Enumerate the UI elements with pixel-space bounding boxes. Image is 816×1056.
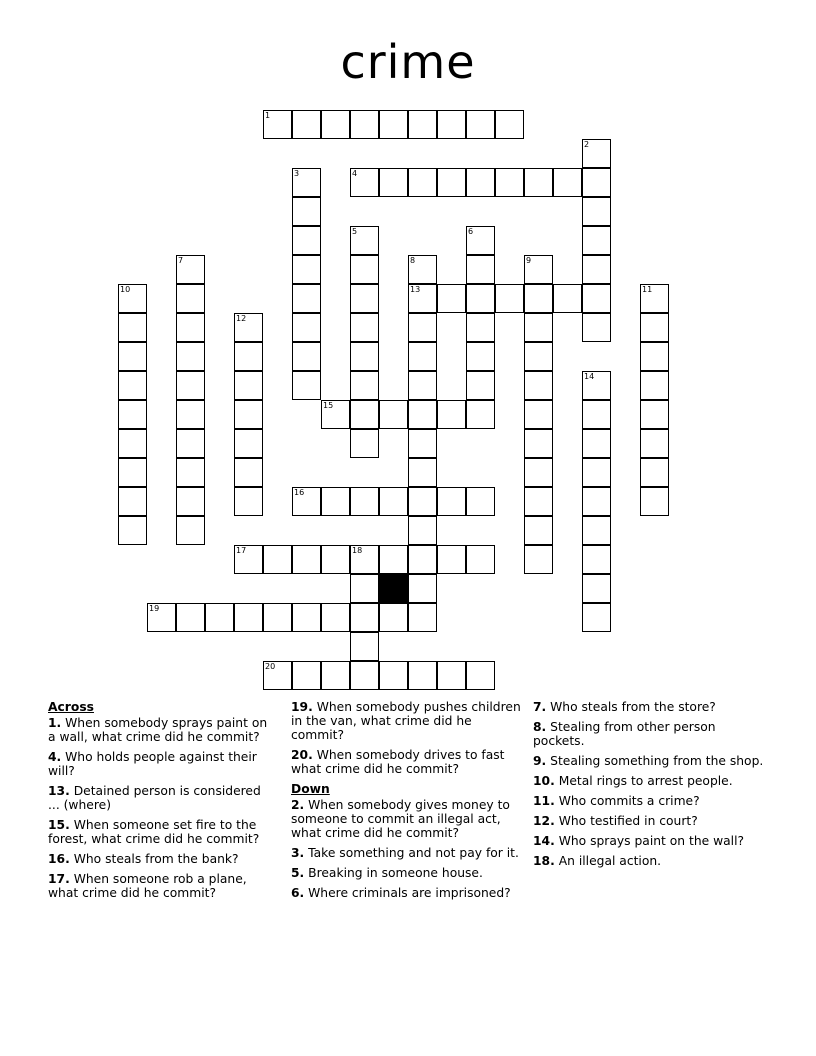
grid-cell[interactable] (350, 429, 379, 458)
grid-cell[interactable] (176, 313, 205, 342)
clue (533, 774, 765, 788)
clue (291, 798, 523, 840)
cell-number: 11 (642, 285, 653, 294)
grid-cell[interactable] (524, 487, 553, 516)
cell-number: 20 (265, 662, 276, 671)
clue-number: 13. (48, 784, 70, 798)
grid-cell[interactable] (379, 168, 408, 197)
cell-number: 18 (352, 546, 363, 555)
grid-cell[interactable] (350, 603, 379, 632)
grid-cell[interactable] (350, 284, 379, 313)
grid-cell[interactable] (466, 545, 495, 574)
cell-number: 1 (265, 111, 271, 120)
grid-cell[interactable] (263, 603, 292, 632)
grid-cell[interactable] (234, 313, 263, 342)
clue (291, 886, 523, 900)
clue (48, 872, 276, 900)
grid-cell[interactable] (408, 400, 437, 429)
grid-cell[interactable] (437, 110, 466, 139)
grid-cell[interactable] (437, 545, 466, 574)
grid-cell[interactable] (408, 110, 437, 139)
grid-cell[interactable] (321, 487, 350, 516)
grid-cell[interactable] (147, 603, 176, 632)
clue-text: Who commits a crime? (554, 794, 700, 808)
grid-cell[interactable] (292, 197, 321, 226)
grid-cell[interactable] (379, 400, 408, 429)
clue-text: Who steals from the store? (546, 700, 716, 714)
grid-cell[interactable] (582, 197, 611, 226)
clue (533, 834, 765, 848)
grid-cell[interactable] (408, 603, 437, 632)
clue-number: 18. (533, 854, 555, 868)
across-header: Across (48, 700, 94, 714)
grid-cell[interactable] (118, 313, 147, 342)
grid-cell[interactable] (408, 284, 437, 313)
grid-cell[interactable] (466, 255, 495, 284)
grid-cell[interactable] (350, 342, 379, 371)
grid-cell[interactable] (118, 371, 147, 400)
clue (48, 750, 276, 778)
grid-cell[interactable] (350, 545, 379, 574)
clue-number: 11. (533, 794, 555, 808)
grid-cell[interactable] (466, 400, 495, 429)
grid-cell[interactable] (292, 371, 321, 400)
grid-cell[interactable] (176, 487, 205, 516)
clue-text: Who testified in court? (554, 814, 698, 828)
grid-cell[interactable] (234, 487, 263, 516)
clue-text: When somebody gives money to someone to commit an illegal act, what crime did he commit? (291, 798, 510, 840)
clue (48, 852, 276, 866)
grid-cell[interactable] (408, 313, 437, 342)
clue (533, 700, 765, 714)
grid-cell[interactable] (524, 400, 553, 429)
grid-cell[interactable] (582, 429, 611, 458)
grid-cell[interactable] (379, 487, 408, 516)
grid-cell[interactable] (640, 487, 669, 516)
clue-number: 14. (533, 834, 555, 848)
grid-cell[interactable] (350, 313, 379, 342)
grid-cell[interactable] (292, 342, 321, 371)
grid-cell[interactable] (466, 110, 495, 139)
grid-cell[interactable] (292, 168, 321, 197)
grid-cell[interactable] (640, 400, 669, 429)
clue-number: 8. (533, 720, 547, 734)
grid-cell[interactable] (640, 458, 669, 487)
grid-cell[interactable] (118, 400, 147, 429)
cell-number: 5 (352, 227, 358, 236)
grid-cell[interactable] (495, 110, 524, 139)
grid-cell[interactable] (408, 545, 437, 574)
grid-cell[interactable] (466, 226, 495, 255)
clue-number: 19. (291, 700, 313, 714)
grid-cell[interactable] (582, 458, 611, 487)
grid-cell[interactable] (118, 284, 147, 313)
grid-cell[interactable] (263, 110, 292, 139)
clue-text: An illegal action. (554, 854, 662, 868)
clue-text: Metal rings to arrest people. (554, 774, 733, 788)
grid-cell[interactable] (176, 458, 205, 487)
grid-cell[interactable] (524, 255, 553, 284)
grid-cell[interactable] (640, 313, 669, 342)
grid-cell[interactable] (466, 342, 495, 371)
grid-cell[interactable] (263, 661, 292, 690)
grid-cell[interactable] (292, 545, 321, 574)
grid-cell[interactable] (524, 313, 553, 342)
grid-cell[interactable] (379, 110, 408, 139)
grid-cell[interactable] (176, 371, 205, 400)
clue (533, 814, 765, 828)
cell-number: 14 (584, 372, 595, 381)
grid-cell[interactable] (466, 371, 495, 400)
clue-number: 12. (533, 814, 555, 828)
clue (533, 854, 765, 868)
grid-cell[interactable] (582, 168, 611, 197)
grid-cell[interactable] (524, 516, 553, 545)
grid-cell[interactable] (408, 487, 437, 516)
clue (291, 748, 523, 776)
clue-number: 9. (533, 754, 547, 768)
grid-cell[interactable] (408, 458, 437, 487)
clue-text: Where criminals are imprisoned? (304, 886, 511, 900)
clue (291, 866, 523, 880)
cell-number: 15 (323, 401, 334, 410)
grid-cell[interactable] (118, 516, 147, 545)
grid-cell[interactable] (321, 661, 350, 690)
grid-cell[interactable] (466, 168, 495, 197)
grid-cell[interactable] (495, 284, 524, 313)
grid-cell[interactable] (350, 574, 379, 603)
grid-cell[interactable] (582, 516, 611, 545)
grid-cell[interactable] (524, 168, 553, 197)
grid-cell[interactable] (640, 371, 669, 400)
grid-cell[interactable] (553, 168, 582, 197)
grid-cell[interactable] (466, 487, 495, 516)
clue-number: 17. (48, 872, 70, 886)
clue-number: 6. (291, 886, 305, 900)
grid-cell[interactable] (408, 661, 437, 690)
grid-cell[interactable] (379, 545, 408, 574)
grid-cell[interactable] (582, 545, 611, 574)
grid-cell[interactable] (234, 400, 263, 429)
cell-number: 16 (294, 488, 305, 497)
grid-cell[interactable] (176, 429, 205, 458)
clue-number: 10. (533, 774, 555, 788)
cell-number: 13 (410, 285, 421, 294)
cell-number: 4 (352, 169, 358, 178)
grid-cell[interactable] (640, 429, 669, 458)
grid-cell[interactable] (582, 313, 611, 342)
grid-cell[interactable] (321, 545, 350, 574)
grid-cell[interactable] (350, 226, 379, 255)
clue-number: 16. (48, 852, 70, 866)
grid-cell[interactable] (292, 226, 321, 255)
clue (533, 754, 765, 768)
grid-cell[interactable] (292, 313, 321, 342)
clue-text: When somebody sprays paint on a wall, what crime did he commit? (48, 716, 268, 744)
cell-number: 9 (526, 256, 532, 265)
clue-text: Stealing from other person pockets. (533, 720, 716, 748)
grid-cell[interactable] (524, 458, 553, 487)
grid-cell[interactable] (292, 487, 321, 516)
clue-number: 20. (291, 748, 313, 762)
grid-cell[interactable] (321, 400, 350, 429)
grid-block (379, 574, 408, 603)
grid-cell[interactable] (118, 429, 147, 458)
grid-cell[interactable] (321, 603, 350, 632)
clue-text: Who holds people against their will? (48, 750, 257, 778)
grid-cell[interactable] (408, 342, 437, 371)
cell-number: 6 (468, 227, 474, 236)
clue-number: 5. (291, 866, 305, 880)
clue-text: Who sprays paint on the wall? (554, 834, 745, 848)
grid-cell[interactable] (176, 255, 205, 284)
grid-cell[interactable] (553, 284, 582, 313)
grid-cell[interactable] (495, 168, 524, 197)
grid-cell[interactable] (466, 313, 495, 342)
clue-text: Take something and not pay for it. (304, 846, 519, 860)
grid-cell[interactable] (408, 516, 437, 545)
clue-text: When someone rob a plane, what crime did he commit? (48, 872, 247, 900)
clue-column-3 (533, 700, 765, 874)
grid-cell[interactable] (524, 342, 553, 371)
clue-text: Stealing something from the shop. (546, 754, 764, 768)
grid-cell[interactable] (350, 632, 379, 661)
clue-column-2 (291, 700, 523, 906)
grid-cell[interactable] (437, 168, 466, 197)
cell-number: 3 (294, 169, 300, 178)
clue-number: 2. (291, 798, 305, 812)
grid-cell[interactable] (292, 255, 321, 284)
grid-cell[interactable] (408, 371, 437, 400)
cell-number: 2 (584, 140, 590, 149)
grid-cell[interactable] (582, 603, 611, 632)
cell-number: 7 (178, 256, 184, 265)
clue (48, 716, 276, 744)
grid-cell[interactable] (524, 371, 553, 400)
grid-cell[interactable] (292, 284, 321, 313)
grid-cell[interactable] (118, 458, 147, 487)
clue (48, 818, 276, 846)
grid-cell[interactable] (176, 400, 205, 429)
grid-cell[interactable] (176, 603, 205, 632)
grid-cell[interactable] (234, 371, 263, 400)
clue-text: Detained person is considered ... (where) (48, 784, 261, 812)
grid-cell[interactable] (350, 168, 379, 197)
grid-cell[interactable] (408, 255, 437, 284)
grid-cell[interactable] (466, 661, 495, 690)
grid-cell[interactable] (582, 226, 611, 255)
grid-cell[interactable] (205, 603, 234, 632)
grid-cell[interactable] (524, 545, 553, 574)
grid-cell[interactable] (234, 342, 263, 371)
grid-cell[interactable] (408, 574, 437, 603)
page-title: crime (340, 35, 476, 89)
clue (291, 700, 523, 742)
clue-column-1 (48, 700, 276, 906)
grid-cell[interactable] (350, 661, 379, 690)
grid-cell[interactable] (350, 400, 379, 429)
cell-number: 17 (236, 546, 247, 555)
cell-number: 10 (120, 285, 131, 294)
grid-cell[interactable] (379, 661, 408, 690)
grid-cell[interactable] (437, 284, 466, 313)
grid-cell[interactable] (408, 429, 437, 458)
grid-cell[interactable] (582, 255, 611, 284)
clue-text: When somebody drives to fast what crime did he commit? (291, 748, 505, 776)
grid-cell[interactable] (408, 168, 437, 197)
grid-cell[interactable] (582, 487, 611, 516)
grid-cell[interactable] (292, 603, 321, 632)
grid-cell[interactable] (234, 458, 263, 487)
grid-cell[interactable] (350, 487, 379, 516)
grid-cell[interactable] (582, 371, 611, 400)
clue-text: Breaking in someone house. (304, 866, 483, 880)
cell-number: 8 (410, 256, 416, 265)
clue-number: 4. (48, 750, 62, 764)
cell-number: 19 (149, 604, 160, 613)
grid-cell[interactable] (292, 110, 321, 139)
grid-cell[interactable] (640, 284, 669, 313)
grid-cell[interactable] (234, 545, 263, 574)
clue (291, 846, 523, 860)
grid-cell[interactable] (350, 255, 379, 284)
grid-cell[interactable] (582, 400, 611, 429)
clue-number: 7. (533, 700, 547, 714)
clue-text: Who steals from the bank? (69, 852, 239, 866)
cell-number: 12 (236, 314, 247, 323)
grid-cell[interactable] (582, 139, 611, 168)
clue-number: 3. (291, 846, 305, 860)
grid-cell[interactable] (176, 284, 205, 313)
grid-cell[interactable] (437, 400, 466, 429)
clue (533, 720, 765, 748)
grid-cell[interactable] (118, 342, 147, 371)
clue-number: 1. (48, 716, 62, 730)
clue-text: When someone set fire to the forest, what crime did he commit? (48, 818, 260, 846)
grid-cell[interactable] (176, 516, 205, 545)
grid-cell[interactable] (350, 110, 379, 139)
grid-cell[interactable] (321, 110, 350, 139)
grid-cell[interactable] (437, 487, 466, 516)
grid-cell[interactable] (437, 661, 466, 690)
grid-cell[interactable] (118, 487, 147, 516)
clue-text: When somebody pushes children in the van, what crime did he commit? (291, 700, 521, 742)
clue (533, 794, 765, 808)
grid-cell[interactable] (640, 342, 669, 371)
grid-cell[interactable] (263, 545, 292, 574)
grid-cell[interactable] (466, 284, 495, 313)
grid-cell[interactable] (379, 603, 408, 632)
grid-cell[interactable] (350, 371, 379, 400)
clue-number: 15. (48, 818, 70, 832)
grid-cell[interactable] (582, 574, 611, 603)
grid-cell[interactable] (582, 284, 611, 313)
grid-cell[interactable] (234, 429, 263, 458)
grid-cell[interactable] (292, 661, 321, 690)
down-header: Down (291, 782, 330, 796)
grid-cell[interactable] (524, 284, 553, 313)
grid-cell[interactable] (176, 342, 205, 371)
grid-cell[interactable] (234, 603, 263, 632)
clue (48, 784, 276, 812)
grid-cell[interactable] (524, 429, 553, 458)
